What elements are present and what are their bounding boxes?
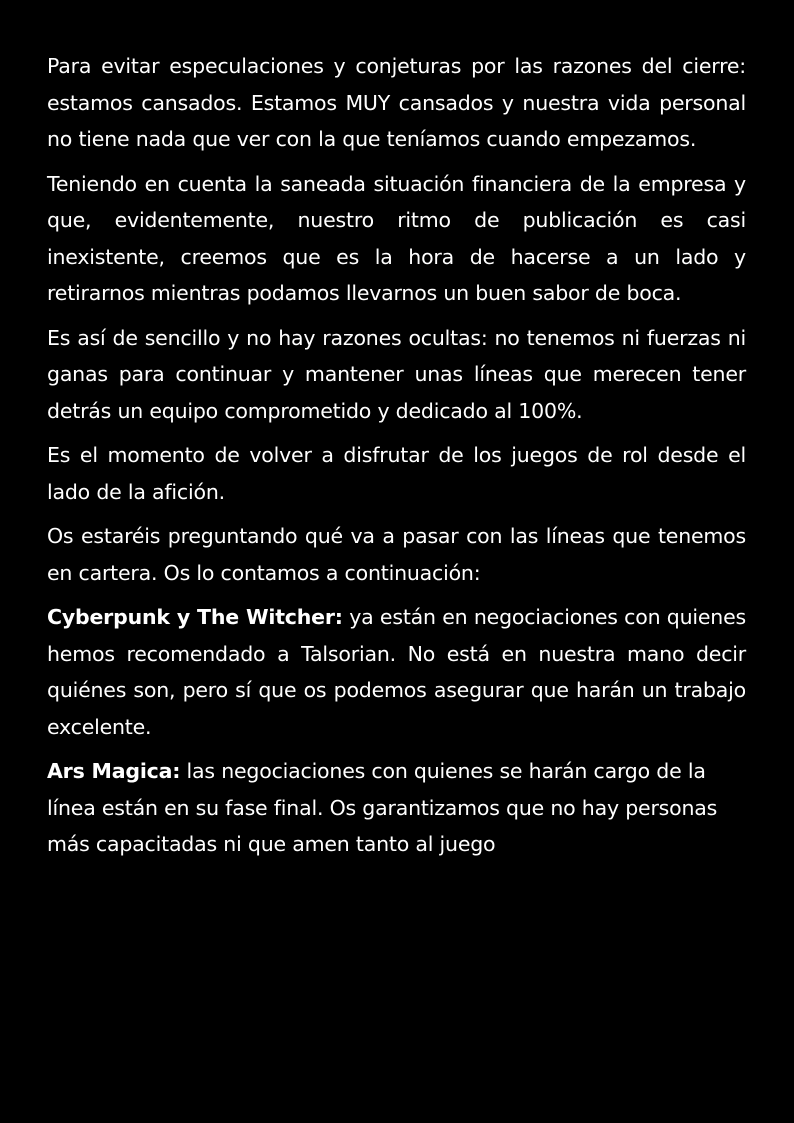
cyberpunk-witcher-heading: Cyberpunk y The Witcher: bbox=[47, 605, 343, 629]
paragraph-no-hidden-reasons: Es así de sencillo y no hay razones ocultas: no tenemos ni fuerzas ni ganas para continuar y mantener unas líneas que merecen tener detrás un equipo comprometido y dedicado al 100%. bbox=[47, 325, 746, 423]
ars-magica-text: las negociaciones con quienes se harán cargo de la línea están en su fase final. Os garantizamos que no hay personas más capacitadas ni que amen tanto al juego bbox=[47, 759, 718, 856]
cyberpunk-witcher-text: ya están en negociaciones con quienes hemos recomendado a Talsorian. No está en nuestra mano decir quiénes son, pero sí que os podemos asegurar que harán un trabajo excelente. bbox=[47, 605, 746, 739]
document-page bbox=[47, 48, 746, 871]
paragraph-ars-magica bbox=[47, 753, 746, 863]
paragraph-cyberpunk-witcher bbox=[47, 599, 746, 745]
paragraph-product-lines-intro: Os estaréis preguntando qué va a pasar con las líneas que tenemos en cartera. Os lo contamos a continuación: bbox=[47, 524, 746, 585]
paragraph-enjoy-roleplaying: Es el momento de volver a disfrutar de los juegos de rol desde el lado de la afición. bbox=[47, 443, 746, 504]
paragraph-closure-reason: Para evitar especulaciones y conjeturas por las razones del cierre: estamos cansados. Estamos MUY cansados y nuestra vida personal no tiene nada que ver con la que teníamos cuando empezamos. bbox=[47, 54, 746, 151]
ars-magica-heading: Ars Magica: bbox=[47, 759, 181, 783]
paragraph-financial-situation: Teniendo en cuenta la saneada situación financiera de la empresa y que, evidentemente, nuestro ritmo de publicación es casi inexistente, creemos que es la hora de hacerse a un lado y retirarnos mientras podamos llevarnos un buen sabor de boca. bbox=[47, 171, 746, 305]
